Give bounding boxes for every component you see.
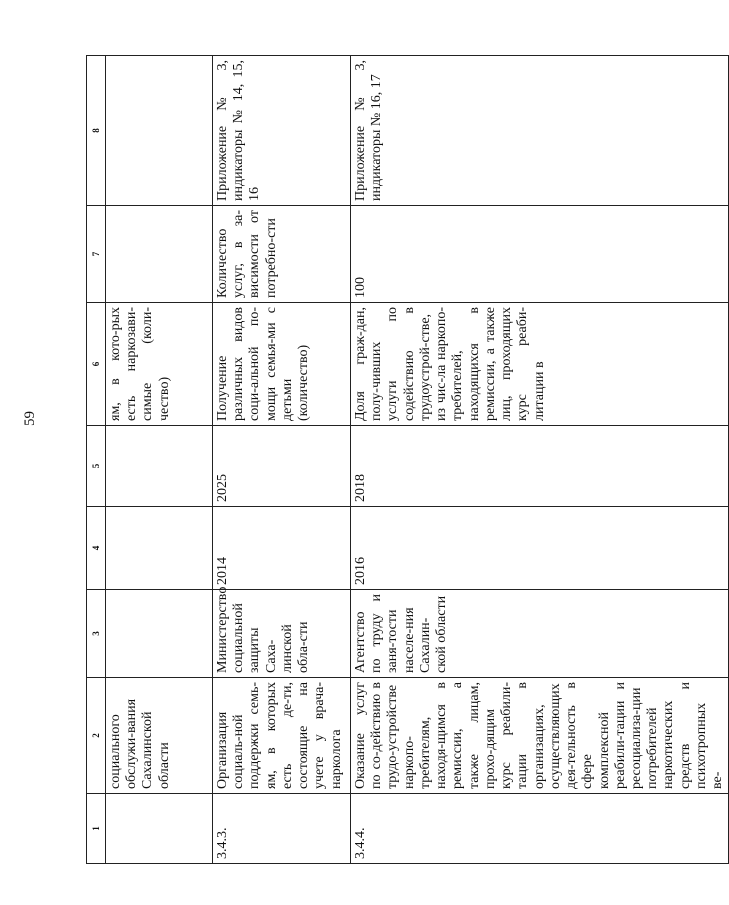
program-activities-table: [86, 55, 729, 864]
cell-appendix: [106, 56, 213, 206]
column-header-6: 6: [87, 303, 106, 426]
column-header-7: 7: [87, 206, 106, 303]
cell-end-year: [106, 426, 213, 507]
cell-number: 3.4.3.: [213, 794, 351, 864]
cell-activity: социального обслужи-вания Сахалинской области: [106, 678, 213, 794]
table-row: [106, 56, 213, 864]
cell-executor: [106, 590, 213, 678]
column-header-3: 3: [87, 590, 106, 678]
cell-end-year: 2025: [213, 426, 351, 507]
column-number-row: [87, 56, 106, 864]
column-header-2: 2: [87, 678, 106, 794]
cell-executor: Агентство по труду и заня-тости населе-ния Сахалин-ской области: [351, 590, 729, 678]
column-header-5: 5: [87, 426, 106, 507]
cell-end-year: 2018: [351, 426, 729, 507]
cell-appendix: Приложение № 3, индикаторы № 16, 17: [351, 56, 729, 206]
cell-start-year: [106, 507, 213, 590]
rotated-table-container: [86, 56, 726, 864]
cell-result: Получение различных видов соци-альной по-мощи семья-ми с детьми (количество): [213, 303, 351, 426]
cell-value: Количество услуг, в за-висимости от потребно-сти: [213, 206, 351, 303]
table-row: [213, 56, 351, 864]
cell-value: 100: [351, 206, 729, 303]
table-row: [351, 56, 729, 864]
page-number: 59: [22, 411, 38, 426]
column-header-8: 8: [87, 56, 106, 206]
cell-number: [106, 794, 213, 864]
column-header-4: 4: [87, 507, 106, 590]
cell-start-year: 2016: [351, 507, 729, 590]
cell-activity: Оказание услуг по со-действию в трудо-устройстве наркопо-требителям, находя-щимся в ремиссии, а также лицам, прохо-дящим курс реабили-тации в организациях, осуществляющих дея-тельность в сфере комплексной реабили-тации и ресоциализа-ции потребителей наркотических средств и психотропных ве-: [351, 678, 729, 794]
cell-result: ям, в кото-рых есть наркозави-симые (коли-чество): [106, 303, 213, 426]
cell-result: Доля граж-дан, полу-чивших услуги по содействию в трудоустрой-стве, из чис-ла наркопо-требителей, находящихся в ремиссии, а также лиц, проходящих курс реаби-литации в: [351, 303, 729, 426]
column-header-1: 1: [87, 794, 106, 864]
cell-number: 3.4.4.: [351, 794, 729, 864]
cell-value: [106, 206, 213, 303]
cell-appendix: Приложение № 3, индикаторы № 14, 15, 16: [213, 56, 351, 206]
cell-executor: Министерство социальной защиты Саха-линской обла-сти: [213, 590, 351, 678]
cell-activity: Организация социаль-ной поддержки семь-ям, в которых есть де-ти, состоящие на учете у врача-нарколога: [213, 678, 351, 794]
cell-start-year: 2014: [213, 507, 351, 590]
